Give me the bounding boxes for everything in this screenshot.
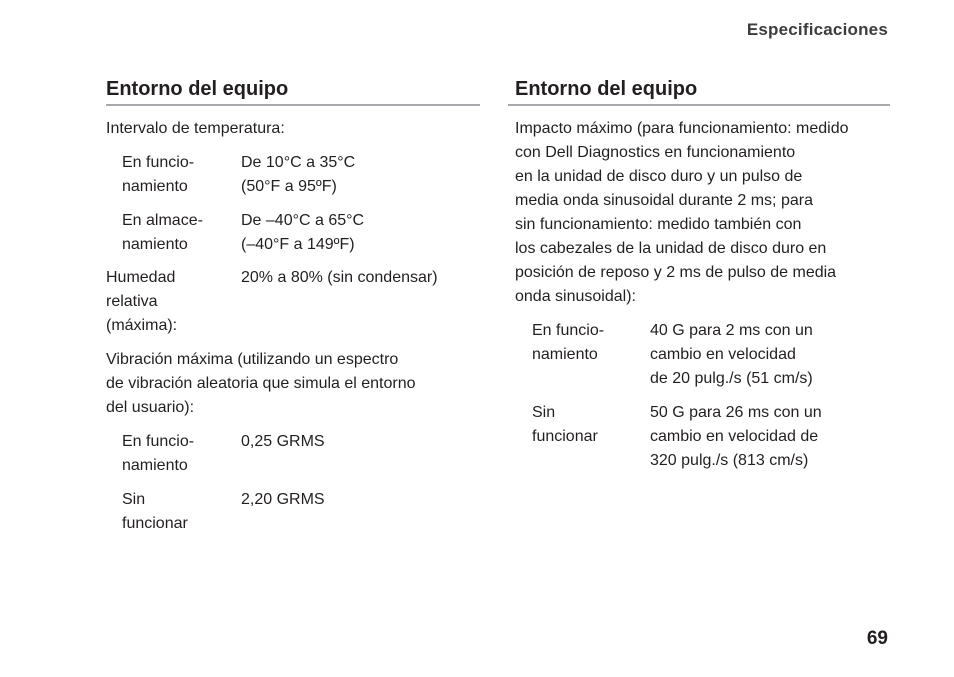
section-title-left: Entorno del equipo	[106, 74, 480, 106]
spec-value: De –40°C a 65°C (–40°F a 149ºF)	[241, 212, 365, 253]
spec-value: De 10°C a 35°C (50°F a 95ºF)	[241, 154, 356, 195]
spec-row-vibration-operating	[106, 430, 480, 478]
spec-label: En funcio- namiento	[122, 433, 195, 474]
spec-label: Humedad relativa (máxima):	[106, 269, 178, 334]
spec-value: 50 G para 26 ms con un cambio en velocidad de 320 pulg./s (813 cm/s)	[650, 404, 822, 469]
spec-label: En almace- namiento	[122, 212, 203, 253]
spec-value: 2,20 GRMS	[241, 491, 325, 508]
left-column	[106, 74, 480, 536]
spec-label: En funcio- namiento	[122, 154, 195, 195]
temperature-intro: Intervalo de temperatura:	[106, 120, 285, 137]
spec-row-shock-operating	[515, 319, 890, 391]
spec-row-temp-operating	[106, 151, 480, 199]
spec-label: Sin funcionar	[122, 491, 188, 532]
section-title-right: Entorno del equipo	[508, 74, 890, 106]
spec-label: En funcio- namiento	[532, 322, 605, 363]
spec-value: 20% a 80% (sin condensar)	[241, 269, 438, 286]
page-number: 69	[866, 628, 888, 649]
right-column	[515, 74, 890, 473]
spec-value: 40 G para 2 ms con un cambio en velocidad de 20 pulg./s (51 cm/s)	[650, 322, 813, 387]
spec-row-temp-storage	[106, 209, 480, 257]
spec-row-humidity	[106, 266, 480, 338]
running-head: Especificaciones	[746, 20, 888, 39]
spec-label: Sin funcionar	[532, 404, 598, 445]
spec-row-shock-nonoperating	[515, 401, 890, 473]
spec-value: 0,25 GRMS	[241, 433, 325, 450]
shock-intro: Impacto máximo (para funcionamiento: medido con Dell Diagnostics en funcionamiento en la unidad de disco duro y un pulso de media onda sinusoidal durante 2 ms; para sin funcionamiento: medido también con los cabezales de la unidad de disco duro en posición de reposo y 2 ms de pulso de media onda sinusoidal):	[515, 120, 849, 305]
vibration-intro: Vibración máxima (utilizando un espectro de vibración aleatoria que simula el entorno del usuario):	[106, 351, 416, 416]
spec-row-vibration-nonoperating	[106, 488, 480, 536]
